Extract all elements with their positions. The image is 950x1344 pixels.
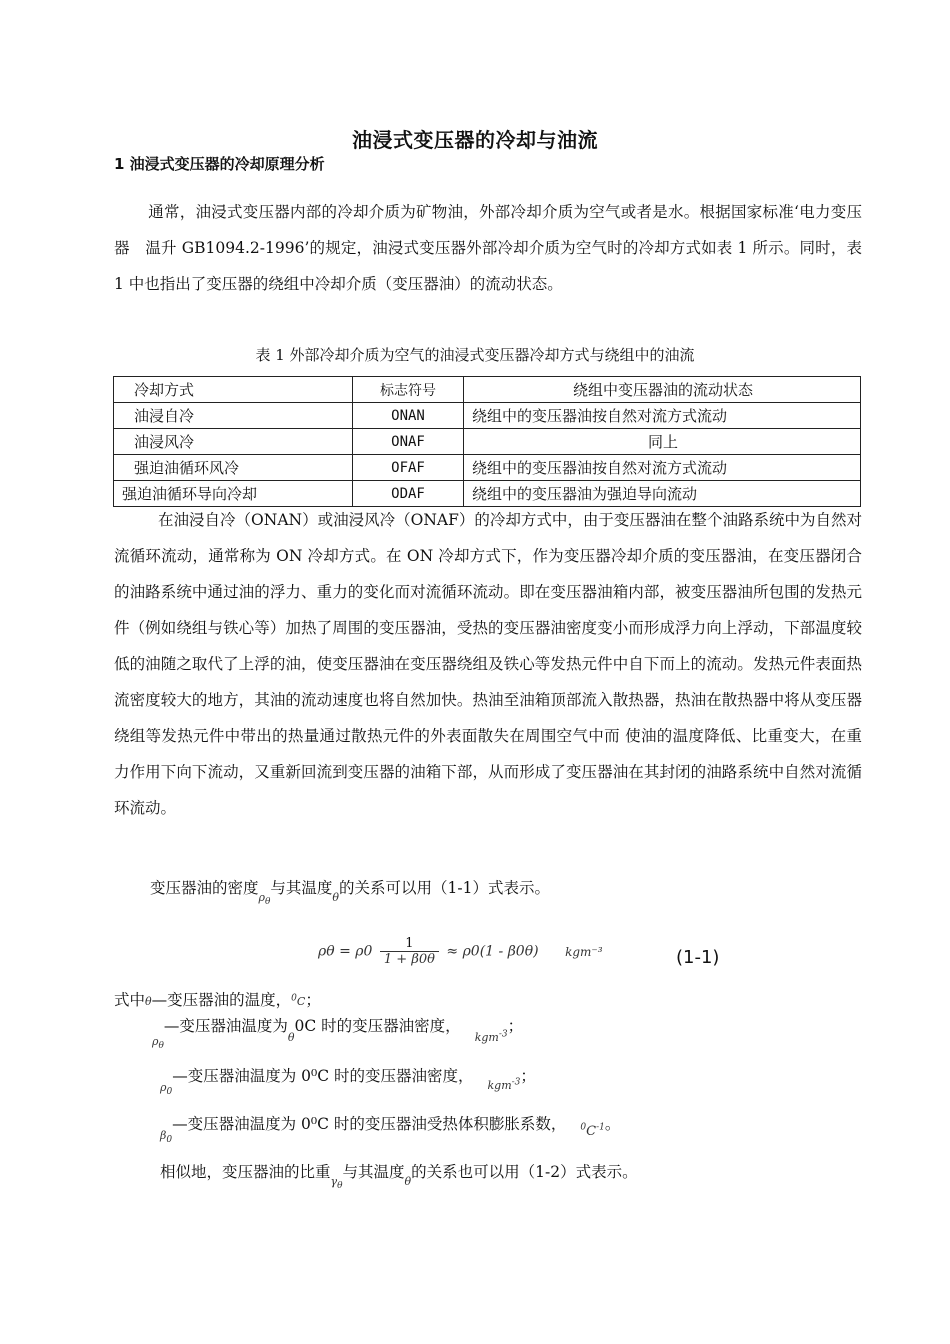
- theta-symbol: θ: [404, 1175, 412, 1188]
- formula-unit: kgm⁻³: [565, 944, 603, 959]
- formula-fraction: $\frac{1}{1 + \beta 0\theta}$: [380, 936, 439, 967]
- table-cell: ONAN: [353, 403, 464, 429]
- definition-rho-theta: $_{\rho_\theta}$—变压器油温度为$_\theta$0C 时的变压器油密度，$_{kgm^{-3}}$；: [152, 1017, 524, 1052]
- cooling-method-table: [113, 376, 861, 507]
- table-cell: 强迫油循环风冷: [114, 455, 353, 481]
- table-row: [114, 455, 861, 481]
- rho-theta-symbol: ρθ: [258, 891, 271, 908]
- gamma-theta-symbol: γθ: [330, 1175, 343, 1192]
- table-cell: ODAF: [353, 481, 464, 507]
- table-header-row: [114, 377, 861, 403]
- on-cooling-paragraph-text: 在油浸自冷（ONAN）或油浸风冷（ONAF）的冷却方式中，由于变压器油在整个油路系统中为自然对流循环流动，通常称为 ON 冷却方式。在 ON 冷却方式下，作为变压器冷却介质的变压器油，在变压器闭合的油路系统中通过油的浮力、重力的变化而对流循环流动。即在变压器油箱内部，被变压器油所包围的发热元件（例如绕组与铁心等）加热了周围的变压器油，受热的变压器油密度变小而形成浮力向上浮动，下部温度较低的油随之取代了上浮的油，使变压器油在变压器绕组及铁心等发热元件中自下而上的流动。发热元件表面热流密度较大的地方，其油的流动速度也将自然加快。热油至油箱顶部流入散热器，热油在散热器中将从变压器绕组等发热元件中带出的热量通过散热元件的外表面散失在周围空气中而 使油的温度降低、比重变大，在重力作用下向下流动，又重新回流到变压器的油箱下部，从而形成了变压器油在其封闭的油路系统中自然对流循环流动。: [114, 511, 862, 817]
- definition-beta-0: $_{\beta_0}$—变压器油温度为 0⁰C 时的变压器油受热体积膨胀系数， $_{^0C^{-1}}$。: [160, 1115, 621, 1146]
- table-cell: 同上: [464, 429, 861, 455]
- formula-lhs: ρθ = ρ0: [318, 943, 373, 960]
- table-cell: 绕组中的变压器油按自然对流方式流动: [464, 455, 861, 481]
- equation-1-1: [318, 936, 603, 967]
- table-cell: 油浸风冷: [114, 429, 353, 455]
- definition-rho-0: $_{\rho_0}$—变压器油温度为 0⁰C 时的变压器油密度，$_{kgm^{-3}}$；: [160, 1067, 536, 1098]
- table-header-cell: 绕组中变压器油的流动状态: [464, 377, 861, 403]
- table-cell: 油浸自冷: [114, 403, 353, 429]
- table-cell: 强迫油循环导向冷却: [114, 481, 353, 507]
- formula-approx: ≈ ρ0(1 - β0θ): [446, 943, 539, 960]
- definition-theta: 式中θ—变压器油的温度，$^0$C；: [114, 991, 321, 1009]
- table-header-cell: 冷却方式: [114, 377, 353, 403]
- document-title: 油浸式变压器的冷却与油流: [352, 128, 598, 152]
- table-cell: OFAF: [353, 455, 464, 481]
- table-row: [114, 429, 861, 455]
- table-row: [114, 403, 861, 429]
- table-cell: ONAF: [353, 429, 464, 455]
- intro-paragraph: [114, 194, 862, 302]
- theta-symbol: θ: [332, 891, 340, 904]
- table-caption: 表 1 外部冷却介质为空气的油浸式变压器冷却方式与绕组中的油流: [255, 346, 695, 364]
- section-heading: 1 油浸式变压器的冷却原理分析: [114, 155, 325, 173]
- specific-weight-intro-line: 相似地，变压器油的比重$_{\gamma_\theta}$与其温度$_\theta$的关系也可以用（1-2）式表示。: [160, 1163, 638, 1192]
- table-cell: 绕组中的变压器油为强迫导向流动: [464, 481, 861, 507]
- equation-number: (1-1): [676, 947, 720, 968]
- table-cell: 绕组中的变压器油按自然对流方式流动: [464, 403, 861, 429]
- density-intro-line: 变压器油的密度$_{\rho_\theta}$与其温度$_\theta$的关系可以用（1-1）式表示。: [150, 879, 551, 908]
- on-cooling-paragraph: [114, 502, 862, 826]
- intro-paragraph-text: 通常，油浸式变压器内部的冷却介质为矿物油，外部冷却介质为空气或者是水。根据国家标准‘电力变压器 温升 GB1094.2-1996’的规定，油浸式变压器外部冷却介质为空气时的冷却方式如表 1 所示。同时，表 1 中也指出了变压器的绕组中冷却介质（变压器油）的流动状态。: [114, 203, 862, 293]
- table-header-cell: 标志符号: [353, 377, 464, 403]
